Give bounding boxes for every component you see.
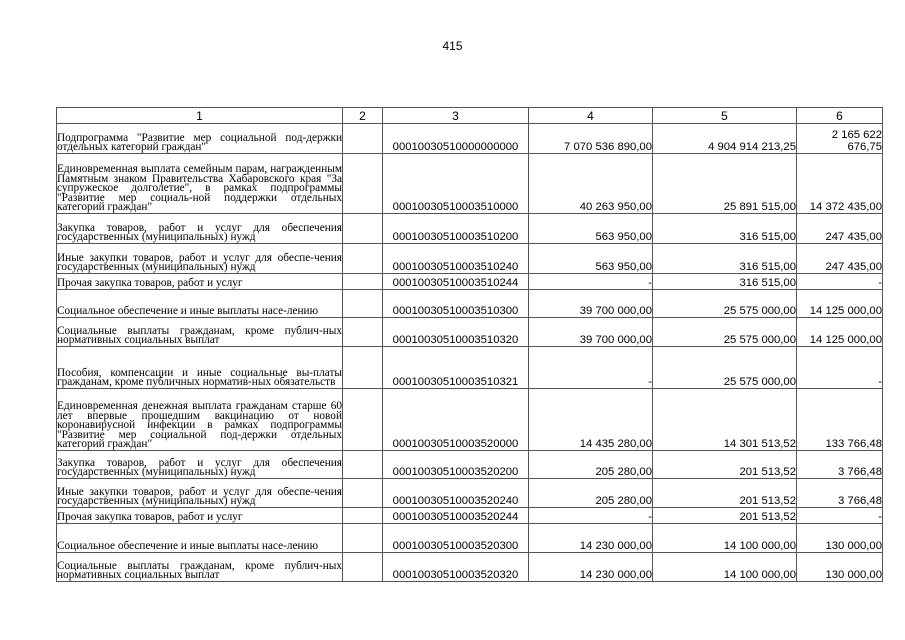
table-row: [57, 124, 883, 154]
row-value-4: 14 230 000,00: [529, 553, 653, 582]
row-value-5: 201 513,52: [653, 479, 797, 508]
page-number: 415: [442, 39, 463, 53]
row-name: Единовременная денежная выплата гражданам старше 60 лет впервые прошедшим вакцинацию от новой коронавирусной инфекции в рамках подпрограммы "Развитие мер социальной под-держки отдельных категорий граждан": [57, 389, 343, 451]
row-col2: [343, 553, 383, 582]
row-value-6: 14 125 000,00: [797, 290, 883, 318]
row-value-4: 205 280,00: [529, 451, 653, 479]
row-name: Иные закупки товаров, работ и услуг для обеспе-чения государственных (муниципальных) нужд: [57, 479, 343, 508]
row-value-6: 2 165 622 676,75: [797, 124, 883, 154]
table-row: [57, 214, 883, 244]
header-col-2: 2: [343, 108, 383, 124]
row-name: Социальные выплаты гражданам, кроме публич-ных нормативных социальных выплат: [57, 553, 343, 582]
row-col2: [343, 154, 383, 214]
row-col2: [343, 318, 383, 347]
row-value-4: 40 263 950,00: [529, 154, 653, 214]
row-col2: [343, 347, 383, 389]
row-value-5: 25 575 000,00: [653, 318, 797, 347]
table-row: [57, 290, 883, 318]
row-value-4: 39 700 000,00: [529, 290, 653, 318]
table-row: [57, 451, 883, 479]
table-row: [57, 154, 883, 214]
row-value-6: 14 125 000,00: [797, 318, 883, 347]
row-name: Прочая закупка товаров, работ и услуг: [57, 274, 343, 290]
table-row: [57, 524, 883, 553]
row-value-5: 201 513,52: [653, 508, 797, 524]
row-value-5: 316 515,00: [653, 274, 797, 290]
row-code: 00010030510003510240: [383, 244, 529, 274]
row-value-6: -: [797, 347, 883, 389]
table-row: [57, 347, 883, 389]
table-row: [57, 318, 883, 347]
row-value-4: -: [529, 508, 653, 524]
row-col2: [343, 524, 383, 553]
row-name: Прочая закупка товаров, работ и услуг: [57, 508, 343, 524]
row-value-6: 130 000,00: [797, 524, 883, 553]
table-row: [57, 479, 883, 508]
row-code: 00010030510003520300: [383, 524, 529, 553]
row-col2: [343, 479, 383, 508]
row-value-4: 14 230 000,00: [529, 524, 653, 553]
row-name: Социальное обеспечение и иные выплаты насе-лению: [57, 290, 343, 318]
row-value-4: 205 280,00: [529, 479, 653, 508]
row-code: 00010030510000000000: [383, 124, 529, 154]
row-value-6: -: [797, 274, 883, 290]
header-col-3: 3: [383, 108, 529, 124]
row-value-6: 133 766,48: [797, 389, 883, 451]
row-name: Закупка товаров, работ и услуг для обеспечения государственных (муниципальных) нужд: [57, 451, 343, 479]
row-value-4: 563 950,00: [529, 214, 653, 244]
table-row: [57, 274, 883, 290]
header-col-1: 1: [57, 108, 343, 124]
row-value-5: 14 301 513,52: [653, 389, 797, 451]
row-value-6: 130 000,00: [797, 553, 883, 582]
row-value-5: 316 515,00: [653, 244, 797, 274]
row-value-4: 14 435 280,00: [529, 389, 653, 451]
row-code: 00010030510003520240: [383, 479, 529, 508]
header-col-5: 5: [653, 108, 797, 124]
row-code: 00010030510003510321: [383, 347, 529, 389]
row-value-4: 7 070 536 890,00: [529, 124, 653, 154]
row-code: 00010030510003510244: [383, 274, 529, 290]
row-value-5: 14 100 000,00: [653, 553, 797, 582]
row-value-4: -: [529, 347, 653, 389]
row-value-6: -: [797, 508, 883, 524]
row-col2: [343, 451, 383, 479]
row-value-6: 247 435,00: [797, 214, 883, 244]
header-row: [57, 108, 883, 124]
row-col2: [343, 214, 383, 244]
row-value-5: 4 904 914 213,25: [653, 124, 797, 154]
table-row: [57, 553, 883, 582]
row-value-5: 25 891 515,00: [653, 154, 797, 214]
row-value-6: 3 766,48: [797, 451, 883, 479]
row-name: Единовременная выплата семейным парам, награжденным Памятным знаком Правительства Хабаровского края "За супружеское долголетие", в рамках подпрограммы "Развитие мер социаль-ной поддержки отдельных категорий граждан": [57, 154, 343, 214]
row-col2: [343, 274, 383, 290]
header-col-6: 6: [797, 108, 883, 124]
row-code: 00010030510003510300: [383, 290, 529, 318]
row-value-6: 14 372 435,00: [797, 154, 883, 214]
row-value-5: 14 100 000,00: [653, 524, 797, 553]
table-row: [57, 389, 883, 451]
row-code: 00010030510003520320: [383, 553, 529, 582]
row-name: Закупка товаров, работ и услуг для обеспечения государственных (муниципальных) нужд: [57, 214, 343, 244]
row-value-6: 247 435,00: [797, 244, 883, 274]
row-col2: [343, 124, 383, 154]
row-code: 00010030510003510000: [383, 154, 529, 214]
table-row: [57, 244, 883, 274]
row-col2: [343, 508, 383, 524]
row-col2: [343, 244, 383, 274]
row-code: 00010030510003510200: [383, 214, 529, 244]
row-value-5: 201 513,52: [653, 451, 797, 479]
row-value-6: 3 766,48: [797, 479, 883, 508]
row-name: Пособия, компенсации и иные социальные вы-платы гражданам, кроме публичных норматив-ных обязательств: [57, 347, 343, 389]
row-value-4: 563 950,00: [529, 244, 653, 274]
row-code: 00010030510003510320: [383, 318, 529, 347]
row-code: 00010030510003520200: [383, 451, 529, 479]
row-name: Подпрограмма "Развитие мер социальной под-держки отдельных категорий граждан": [57, 124, 343, 154]
row-value-4: 39 700 000,00: [529, 318, 653, 347]
row-value-5: 25 575 000,00: [653, 347, 797, 389]
row-col2: [343, 290, 383, 318]
row-value-5: 25 575 000,00: [653, 290, 797, 318]
row-value-5: 316 515,00: [653, 214, 797, 244]
budget-table: [56, 107, 883, 582]
row-name: Иные закупки товаров, работ и услуг для обеспе-чения государственных (муниципальных) нужд: [57, 244, 343, 274]
row-value-4: -: [529, 274, 653, 290]
row-code: 00010030510003520000: [383, 389, 529, 451]
row-code: 00010030510003520244: [383, 508, 529, 524]
row-col2: [343, 389, 383, 451]
row-name: Социальное обеспечение и иные выплаты насе-лению: [57, 524, 343, 553]
row-name: Социальные выплаты гражданам, кроме публич-ных нормативных социальных выплат: [57, 318, 343, 347]
header-col-4: 4: [529, 108, 653, 124]
table-row: [57, 508, 883, 524]
